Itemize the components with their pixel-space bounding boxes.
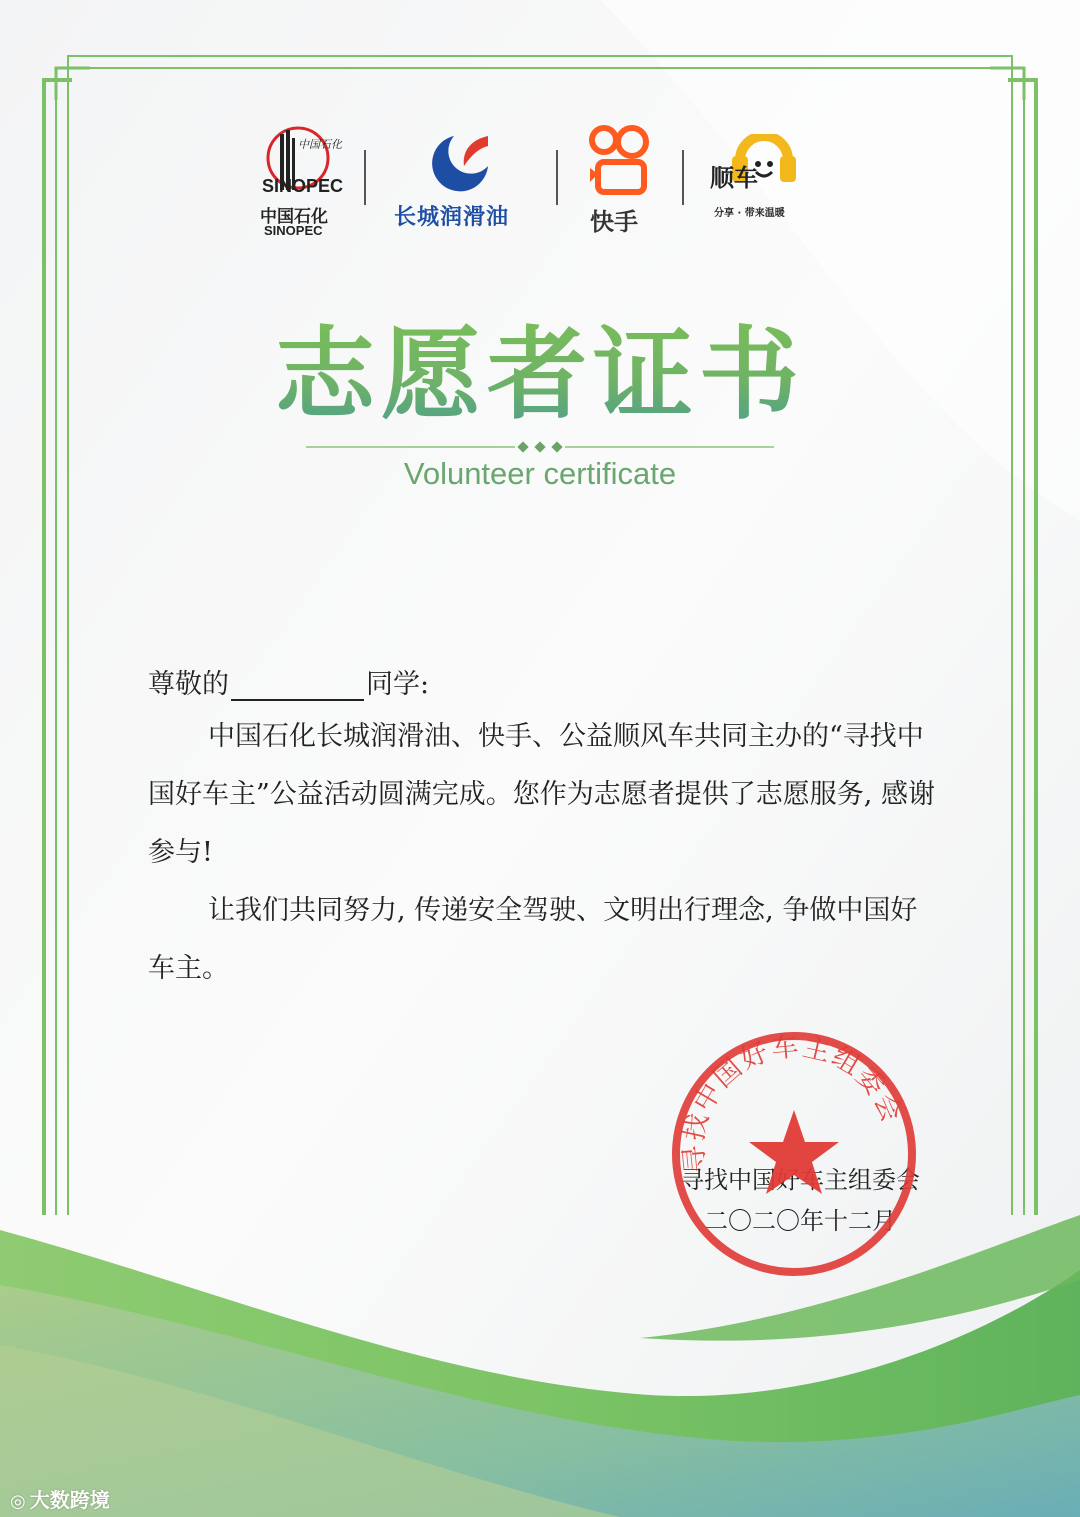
shunfengche-logo xyxy=(710,134,830,224)
seal-star-icon xyxy=(749,1110,839,1194)
certificate-paragraph-2: 让我们共同努力, 传递安全驾驶、文明出行理念, 争做中国好车主。 xyxy=(148,895,918,984)
sponsor-logos xyxy=(250,120,840,240)
sinopec-logo-mark: SINOPEC xyxy=(262,176,344,196)
logo-divider xyxy=(682,150,684,205)
title-divider xyxy=(0,440,1080,454)
greatwall-emblem-icon xyxy=(392,132,542,197)
greeting-suffix: 同学: xyxy=(366,669,430,700)
greeting-prefix: 尊敬的 xyxy=(148,669,229,700)
recipient-name-blank xyxy=(231,671,364,701)
logo-divider xyxy=(364,150,366,205)
logo-divider xyxy=(556,150,558,205)
kuaishou-name: 快手 xyxy=(590,208,638,236)
sinopec-logo-top-text: 中国石化 xyxy=(298,138,342,151)
watermark-text: 大数跨境 xyxy=(29,1488,110,1512)
kuaishou-camera-icon xyxy=(586,124,656,196)
certificate-title: 志愿者证书 xyxy=(0,320,1080,430)
seal-text: 寻找中国好车主组委会 xyxy=(678,1031,908,1174)
signature-organization: 寻找中国好车主组委会 xyxy=(680,1166,920,1194)
watermark-logo-icon: ◎ xyxy=(10,1491,26,1512)
kuaishou-logo xyxy=(586,124,656,234)
greatwall-logo xyxy=(392,132,542,232)
certificate-paragraph-1: 中国石化长城润滑油、快手、公益顺风车共同主办的“寻找中国好车主”公益活动圆满完成。您作为志愿者提供了志愿服务, 感谢参与! xyxy=(148,721,935,868)
watermark xyxy=(10,1484,110,1513)
greeting-line xyxy=(148,662,938,701)
greatwall-name: 长城润滑油 xyxy=(394,205,510,230)
sinopec-english-name: SINOPEC xyxy=(264,223,323,238)
official-seal xyxy=(668,1028,920,1280)
shunfengche-mark: 顺车 xyxy=(710,164,758,192)
signature-date: 二〇二〇年十二月 xyxy=(704,1207,896,1235)
shunfengche-slogan: 分享 · 带来温暖 xyxy=(714,208,785,219)
certificate-subtitle: Volunteer certificate xyxy=(403,456,677,491)
sinopec-chinese-name: 中国石化 xyxy=(260,207,328,227)
sinopec-logo xyxy=(258,124,348,239)
